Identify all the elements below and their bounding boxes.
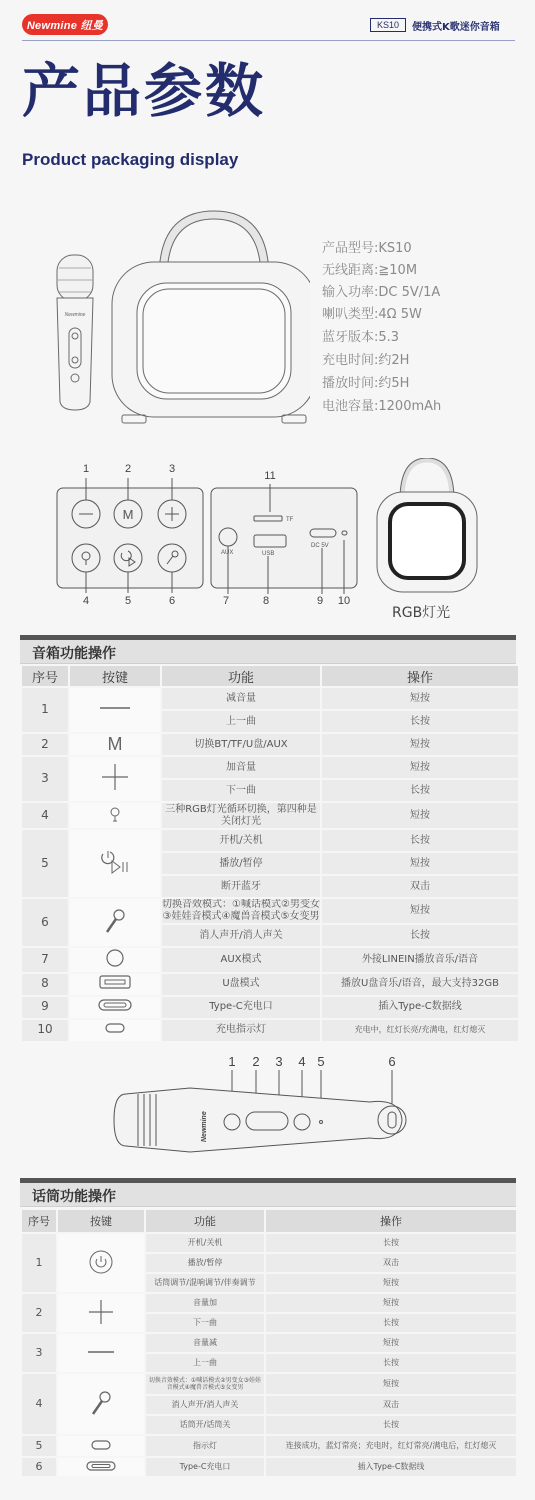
header-num: 序号 bbox=[22, 1210, 56, 1232]
operation-cell: 短按 bbox=[266, 1274, 516, 1292]
callout-7: 7 bbox=[222, 595, 230, 607]
operation-cell: 短按 bbox=[322, 853, 518, 874]
header-function: 功能 bbox=[162, 666, 320, 686]
operation-cell: 长按 bbox=[322, 711, 518, 732]
svg-text:Newmine: Newmine bbox=[64, 312, 86, 318]
callout-3: 3 bbox=[168, 463, 176, 475]
operation-cell: 短按 bbox=[322, 899, 518, 923]
microphone-illustration bbox=[57, 255, 93, 410]
mic-function-table bbox=[20, 1208, 518, 1478]
product-illustration bbox=[40, 210, 310, 440]
function-cell: 音量加 bbox=[146, 1294, 264, 1312]
header-function: 功能 bbox=[146, 1210, 264, 1232]
plus-icon bbox=[58, 1294, 144, 1332]
function-cell: 充电指示灯 bbox=[162, 1020, 320, 1041]
row-num: 10 bbox=[22, 1020, 68, 1041]
operation-cell: 短按 bbox=[322, 757, 518, 778]
operation-cell: 连接成功，蓝灯常亮；充电时，红灯常亮/满电后，红灯熄灭 bbox=[266, 1436, 516, 1456]
function-cell: 断开蓝牙 bbox=[162, 876, 320, 897]
usb-icon bbox=[70, 974, 160, 995]
row-num: 3 bbox=[22, 1334, 56, 1372]
operation-cell: 长按 bbox=[322, 780, 518, 801]
callout-2: 2 bbox=[124, 463, 132, 475]
speaker-buttons-diagram bbox=[56, 478, 206, 593]
header-key: 按键 bbox=[70, 666, 160, 686]
svg-text:M: M bbox=[122, 507, 134, 522]
header-num: 序号 bbox=[22, 666, 68, 686]
function-cell: 音量减 bbox=[146, 1334, 264, 1352]
spec-model: 产品型号:KS10 bbox=[322, 241, 412, 256]
power-play-icon bbox=[70, 830, 160, 897]
power-icon bbox=[58, 1234, 144, 1292]
svg-text:AUX: AUX bbox=[221, 550, 234, 556]
product-name: 便携式K歌迷你音箱 bbox=[412, 22, 500, 33]
function-cell: 下一曲 bbox=[146, 1314, 264, 1332]
table-row bbox=[22, 948, 518, 972]
table-row bbox=[22, 803, 518, 828]
function-cell: 切换BT/TF/U盘/AUX bbox=[162, 734, 320, 755]
table-row bbox=[22, 997, 518, 1018]
microphone-icon bbox=[58, 1374, 144, 1434]
table-row bbox=[22, 974, 518, 995]
function-cell: U盘模式 bbox=[162, 974, 320, 995]
svg-text:4: 4 bbox=[298, 1054, 306, 1069]
svg-text:USB: USB bbox=[262, 551, 275, 557]
function-cell: Type-C充电口 bbox=[162, 997, 320, 1018]
typec-icon bbox=[58, 1458, 144, 1476]
row-num: 4 bbox=[22, 803, 68, 828]
operation-cell: 充电中，红灯长亮/充满电，红灯熄灭 bbox=[322, 1020, 518, 1041]
operation-cell: 短按 bbox=[266, 1294, 516, 1312]
function-cell: 话筒开/话筒关 bbox=[146, 1416, 264, 1434]
function-cell: 播放/暂停 bbox=[162, 853, 320, 874]
table-row bbox=[22, 1294, 516, 1312]
operation-cell: 双击 bbox=[266, 1254, 516, 1272]
svg-text:6: 6 bbox=[388, 1054, 396, 1069]
header-operation: 操作 bbox=[266, 1210, 516, 1232]
spec-input: 输入功率:DC 5V/1A bbox=[322, 285, 441, 300]
table-row bbox=[22, 734, 518, 755]
rgb-light-label: RGB灯光 bbox=[392, 605, 451, 621]
row-num: 1 bbox=[22, 1234, 56, 1292]
row-num: 5 bbox=[22, 1436, 56, 1456]
table-row bbox=[22, 1374, 516, 1394]
table-row bbox=[22, 830, 518, 851]
table-row bbox=[22, 1436, 516, 1456]
header-key: 按键 bbox=[58, 1210, 144, 1232]
function-cell: 话筒调节/混响调节/伴奏调节 bbox=[146, 1274, 264, 1292]
table-header bbox=[22, 1210, 516, 1232]
function-cell: Type-C充电口 bbox=[146, 1458, 264, 1476]
row-num: 6 bbox=[22, 1458, 56, 1476]
microphone-diagram bbox=[110, 1050, 430, 1170]
operation-cell: 双击 bbox=[266, 1396, 516, 1414]
callout-6: 6 bbox=[168, 595, 176, 607]
function-cell: 切换音效模式：①喊话模式②男变女③娃娃音模式④魔兽音模式⑤女变男 bbox=[162, 899, 320, 922]
operation-cell: 播放U盘音乐/语音，最大支持32GB bbox=[322, 974, 518, 995]
function-cell: 切换音效模式：①喊话模式②男变女③娃娃音模式④魔兽音模式⑤女变男 bbox=[146, 1374, 264, 1394]
function-cell: 开机/关机 bbox=[146, 1234, 264, 1252]
callout-8: 8 bbox=[262, 595, 270, 607]
bulb-icon bbox=[70, 803, 160, 828]
row-num: 1 bbox=[22, 688, 68, 732]
svg-text:Newmine: Newmine bbox=[201, 1111, 208, 1142]
table-header bbox=[22, 666, 518, 686]
function-cell: 加音量 bbox=[162, 757, 320, 778]
function-cell: AUX模式 bbox=[162, 948, 320, 972]
function-cell: 消人声开/消人声关 bbox=[146, 1396, 264, 1414]
operation-cell: 外接LINEIN播放音乐/语音 bbox=[322, 948, 518, 972]
function-cell: 上一曲 bbox=[146, 1354, 264, 1372]
svg-text:DC 5V: DC 5V bbox=[311, 543, 329, 549]
operation-cell: 短按 bbox=[322, 688, 518, 709]
operation-cell: 插入Type-C数据线 bbox=[322, 997, 518, 1018]
operation-cell: 长按 bbox=[266, 1354, 516, 1372]
operation-cell: 长按 bbox=[322, 925, 518, 946]
spec-bluetooth: 蓝牙版本:5.3 bbox=[322, 330, 400, 345]
function-cell: 开机/关机 bbox=[162, 830, 320, 851]
spec-speaker: 喇叭类型:4Ω 5W bbox=[322, 307, 422, 322]
operation-cell: 短按 bbox=[266, 1374, 516, 1394]
svg-text:2: 2 bbox=[252, 1054, 260, 1069]
speaker-rgb-illustration bbox=[372, 458, 482, 598]
mic-table-title: 话筒功能操作 bbox=[32, 1189, 116, 1205]
row-num: 4 bbox=[22, 1374, 56, 1434]
speaker-table-title: 音箱功能操作 bbox=[32, 646, 116, 662]
svg-text:5: 5 bbox=[317, 1054, 325, 1069]
function-cell: 下一曲 bbox=[162, 780, 320, 801]
page-subtitle: Product packaging display bbox=[22, 150, 239, 169]
callout-11: 11 bbox=[264, 470, 276, 482]
header-divider bbox=[22, 40, 515, 41]
row-num: 5 bbox=[22, 830, 68, 897]
typec-icon bbox=[70, 997, 160, 1018]
operation-cell: 长按 bbox=[266, 1234, 516, 1252]
table-row bbox=[22, 1020, 518, 1041]
row-num: 3 bbox=[22, 757, 68, 801]
spec-charge-time: 充电时间:约2H bbox=[322, 353, 410, 368]
operation-cell: 长按 bbox=[266, 1416, 516, 1434]
speaker-ports-diagram bbox=[210, 484, 360, 594]
minus-icon bbox=[70, 688, 160, 732]
function-cell: 三种RGB灯光循环切换，第四种是关闭灯光 bbox=[162, 803, 320, 828]
function-cell: 指示灯 bbox=[146, 1436, 264, 1456]
table-row bbox=[22, 688, 518, 709]
function-cell: 播放/暂停 bbox=[146, 1254, 264, 1272]
callout-10: 10 bbox=[337, 595, 351, 607]
operation-cell: 短按 bbox=[266, 1334, 516, 1352]
row-num: 8 bbox=[22, 974, 68, 995]
row-num: 9 bbox=[22, 997, 68, 1018]
speaker-illustration bbox=[112, 211, 310, 423]
minus-icon bbox=[58, 1334, 144, 1372]
speaker-table-banner bbox=[20, 640, 516, 664]
plus-icon bbox=[70, 757, 160, 801]
table-row bbox=[22, 1458, 516, 1476]
aux-icon bbox=[70, 948, 160, 972]
function-cell: 减音量 bbox=[162, 688, 320, 709]
callout-1: 1 bbox=[82, 463, 90, 475]
operation-cell: 长按 bbox=[322, 830, 518, 851]
m-icon: M bbox=[70, 734, 160, 755]
table-row bbox=[22, 757, 518, 778]
operation-cell: 长按 bbox=[266, 1314, 516, 1332]
row-num: 6 bbox=[22, 899, 68, 946]
model-badge: KS10 bbox=[370, 18, 406, 32]
spec-play-time: 播放时间:约5H bbox=[322, 376, 410, 391]
svg-text:1: 1 bbox=[228, 1054, 236, 1069]
row-num: 7 bbox=[22, 948, 68, 972]
function-cell: 上一曲 bbox=[162, 711, 320, 732]
function-cell: 消人声开/消人声关 bbox=[162, 925, 320, 946]
table-row bbox=[22, 1234, 516, 1252]
operation-cell: 短按 bbox=[322, 803, 518, 828]
brand-logo: Newmine 纽曼 bbox=[22, 14, 108, 35]
spec-battery: 电池容量:1200mAh bbox=[322, 399, 442, 414]
row-num: 2 bbox=[22, 1294, 56, 1332]
operation-cell: 插入Type-C数据线 bbox=[266, 1458, 516, 1476]
svg-text:TF: TF bbox=[286, 517, 294, 523]
table-row bbox=[22, 1334, 516, 1352]
operation-cell: 短按 bbox=[322, 734, 518, 755]
spec-range: 无线距离:≧10M bbox=[322, 263, 418, 278]
indicator-icon bbox=[70, 1020, 160, 1041]
callout-9: 9 bbox=[316, 595, 324, 607]
callout-4: 4 bbox=[82, 595, 90, 607]
callout-5: 5 bbox=[124, 595, 132, 607]
speaker-function-table bbox=[20, 664, 520, 1043]
svg-text:3: 3 bbox=[275, 1054, 283, 1069]
page-title: 产品参数 bbox=[22, 57, 267, 125]
header-operation: 操作 bbox=[322, 666, 518, 686]
row-num: 2 bbox=[22, 734, 68, 755]
microphone-icon bbox=[70, 899, 160, 946]
table-row bbox=[22, 899, 518, 923]
indicator-icon bbox=[58, 1436, 144, 1456]
mic-table-banner bbox=[20, 1183, 516, 1207]
operation-cell: 双击 bbox=[322, 876, 518, 897]
